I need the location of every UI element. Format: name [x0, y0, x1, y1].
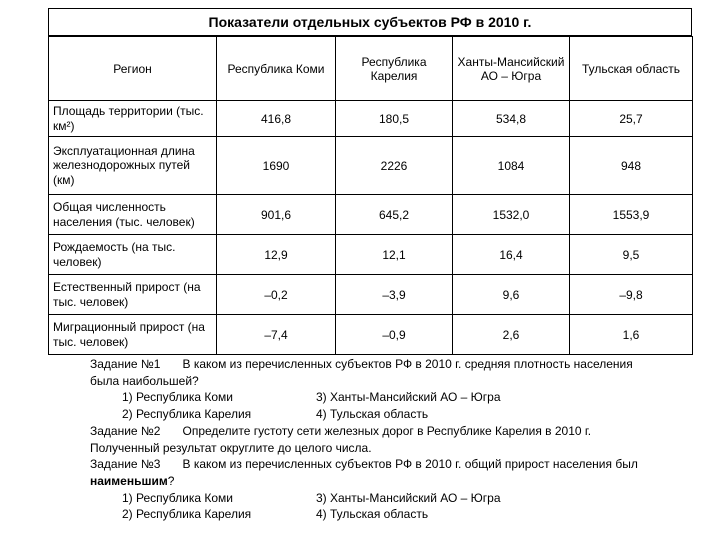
table-row — [49, 137, 693, 195]
cell-value: 1084 — [453, 137, 570, 195]
task3-question: В каком из перечисленных субъектов РФ в 2010 г. общий прирост населения был — [182, 457, 638, 472]
task3-options-row — [90, 506, 700, 523]
task1-option-3[interactable]: 3) Ханты-Мансийский АО – Югра — [316, 390, 501, 405]
cell-value: 1690 — [217, 137, 336, 195]
task3-label: Задание №3 — [90, 457, 161, 472]
table-row — [49, 275, 693, 315]
task1-option-2[interactable]: 2) Республика Карелия — [122, 407, 252, 422]
header-tula: Тульская область — [570, 37, 693, 101]
task1-options-row — [90, 406, 700, 423]
task1-question-line — [90, 356, 700, 373]
regions-table — [48, 36, 693, 355]
cell-value: –7,4 — [217, 315, 336, 355]
task3-option-4[interactable]: 4) Тульская область — [316, 507, 429, 522]
row-label: Площадь территории (тыс. км²) — [49, 101, 217, 137]
cell-value: 2226 — [336, 137, 453, 195]
task3-option-2[interactable]: 2) Республика Карелия — [122, 507, 252, 522]
tasks-section — [90, 356, 700, 523]
task2-question-cont: Полученный результат округлите до целого числа. — [90, 440, 372, 455]
cell-value: 9,5 — [570, 235, 693, 275]
table-row — [49, 235, 693, 275]
table-row — [49, 195, 693, 235]
task1-question-cont: была наибольшей? — [90, 373, 199, 388]
cell-value: 25,7 — [570, 101, 693, 137]
task1-option-4[interactable]: 4) Тульская область — [316, 407, 429, 422]
task1-option-1[interactable]: 1) Республика Коми — [122, 390, 233, 405]
task3-emphasis: наименьшим — [90, 473, 168, 488]
cell-value: 645,2 — [336, 195, 453, 235]
row-label: Общая численность населения (тыс. человек) — [49, 195, 217, 235]
cell-value: 9,6 — [453, 275, 570, 315]
table-header-row — [49, 37, 693, 101]
task1-label: Задание №1 — [90, 357, 161, 371]
header-karelia: Республика Карелия — [336, 37, 453, 101]
cell-value: –3,9 — [336, 275, 453, 315]
cell-value: 2,6 — [453, 315, 570, 355]
table-row — [49, 315, 693, 355]
cell-value: 1532,0 — [453, 195, 570, 235]
cell-value: 534,8 — [453, 101, 570, 137]
task3-question-line — [90, 456, 700, 473]
cell-value: –0,2 — [217, 275, 336, 315]
task2-question-line — [90, 423, 700, 440]
row-label: Миграционный прирост (на тыс. человек) — [49, 315, 217, 355]
cell-value: 948 — [570, 137, 693, 195]
header-khmao: Ханты-Мансийский АО – Югра — [453, 37, 570, 101]
cell-value: –0,9 — [336, 315, 453, 355]
cell-value: 416,8 — [217, 101, 336, 137]
table-row — [49, 101, 693, 137]
table-title: Показатели отдельных субъектов РФ в 2010 г. — [48, 8, 692, 36]
header-region: Регион — [49, 37, 217, 101]
cell-value: 1,6 — [570, 315, 693, 355]
row-label: Рождаемость (на тыс. человек) — [49, 235, 217, 275]
task3-question-cont — [90, 473, 700, 490]
task1-options-row — [90, 389, 700, 406]
cell-value: 180,5 — [336, 101, 453, 137]
cell-value: 16,4 — [453, 235, 570, 275]
task3-option-3[interactable]: 3) Ханты-Мансийский АО – Югра — [316, 490, 501, 505]
cell-value: 901,6 — [217, 195, 336, 235]
task3-options-row — [90, 490, 700, 507]
cell-value: –9,8 — [570, 275, 693, 315]
row-label: Естественный прирост (на тыс. человек) — [49, 275, 217, 315]
task1-question: В каком из перечисленных субъектов РФ в 2010 г. средняя плотность населения — [182, 357, 633, 371]
task2-question: Определите густоту сети железных дорог в Республике Карелия в 2010 г. — [182, 423, 592, 438]
cell-value: 12,9 — [217, 235, 336, 275]
task3-question-end: ? — [167, 473, 175, 488]
row-label: Эксплуатационная длина железнодорожных путей (км) — [49, 137, 217, 195]
header-komi: Республика Коми — [217, 37, 336, 101]
cell-value: 1553,9 — [570, 195, 693, 235]
task3-option-1[interactable]: 1) Республика Коми — [122, 490, 233, 505]
task2-label: Задание №2 — [90, 423, 161, 438]
cell-value: 12,1 — [336, 235, 453, 275]
